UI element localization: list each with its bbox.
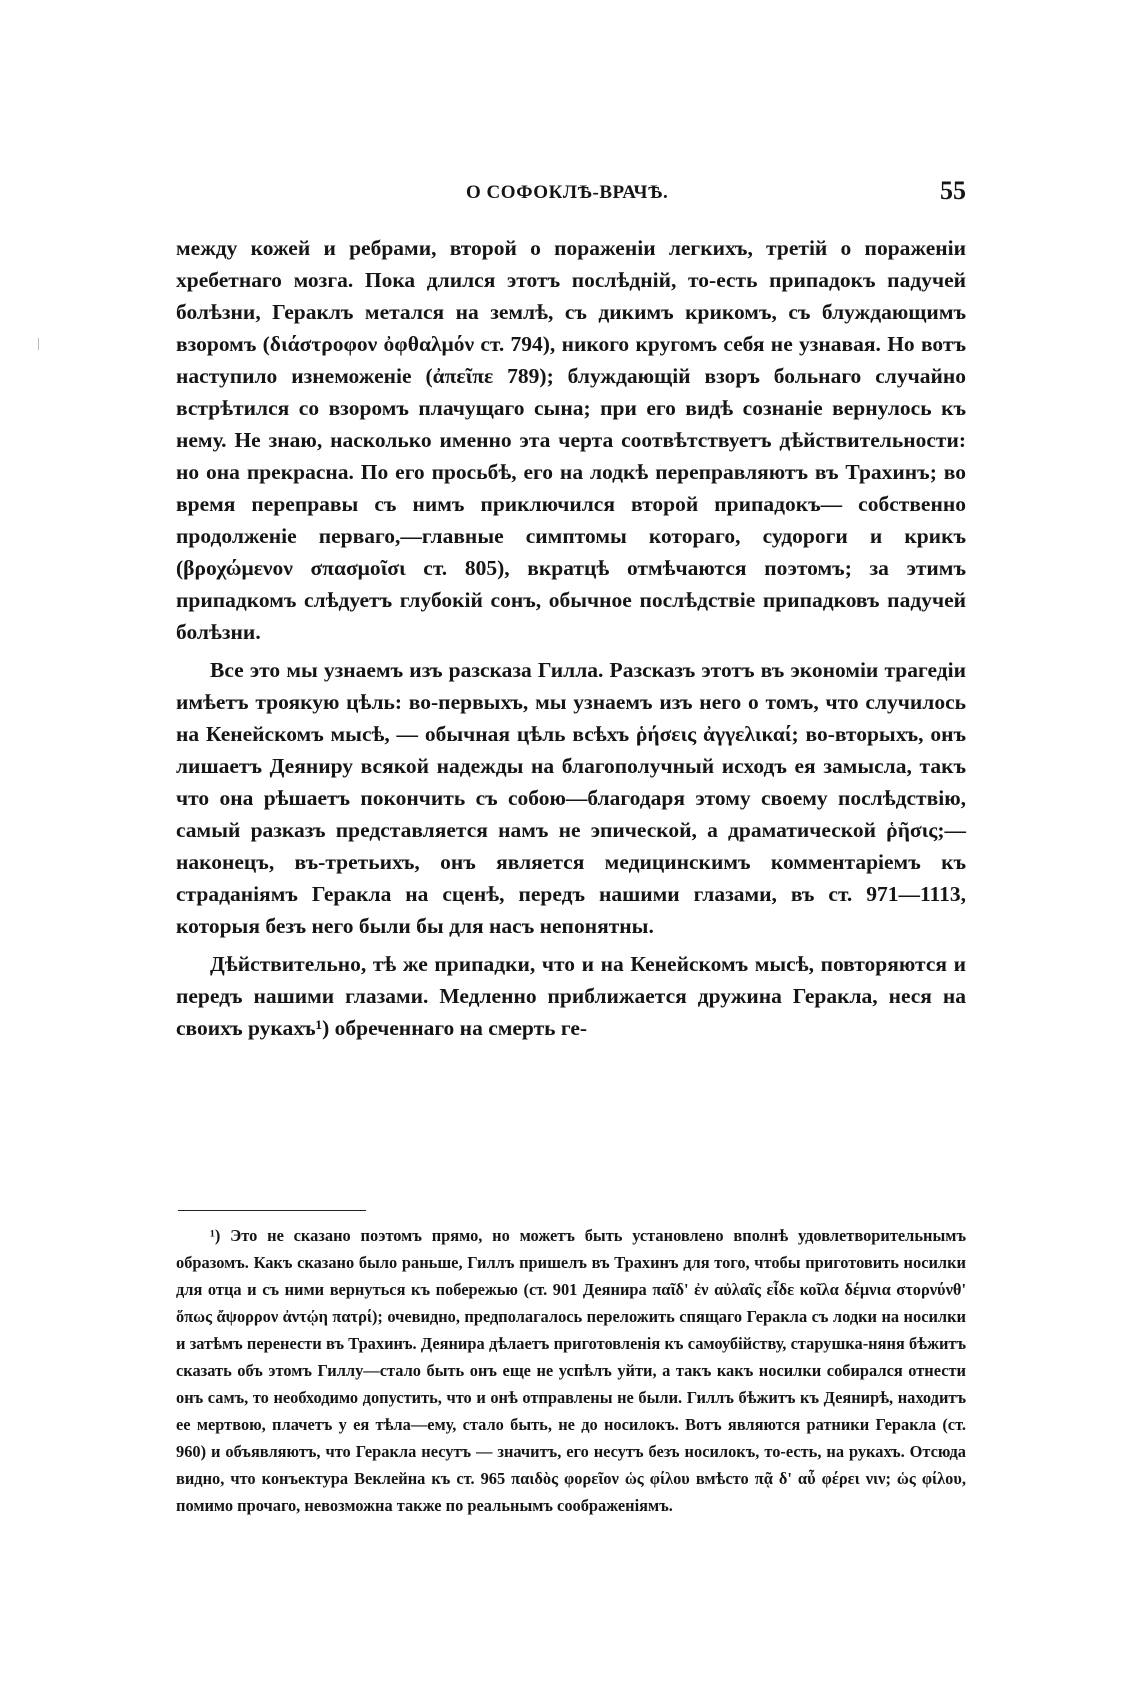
- running-header: [176, 176, 966, 212]
- scan-artifact-mark: [38, 338, 39, 350]
- paragraph-2: Все это мы узнаемъ изъ разсказа Гилла. Разсказъ этотъ въ экономіи трагедіи имѣетъ троякую цѣль: во-первыхъ, мы узнаемъ изъ него о томъ, что случилось на Кенейскомъ мысѣ, — обычная цѣль всѣхъ ῥήσεις ἀγγελικαί; во-вторыхъ, онъ лишаетъ Деяниру всякой надежды на благополучный исходъ ея замысла, такъ что она рѣшаетъ покончить съ собою—благодаря этому своему послѣдствію, самый разказъ представляется намъ не эпической, а драматической ῥῆσις;—наконецъ, въ-третьихъ, онъ является медицинскимъ комментаріемъ къ страданіямъ Геракла на сценѣ, передъ нашими глазами, въ ст. 971—1113, которыя безъ него были бы для насъ непонятны.: [176, 658, 966, 938]
- page-number: 55: [940, 176, 966, 205]
- main-text: [176, 232, 966, 1044]
- footnotes: [176, 1222, 966, 1519]
- paragraph-1: между кожей и ребрами, второй о пораженіи легкихъ, третій о пораженіи хребетнаго мозга. Пока длился этотъ послѣдній, то-есть припадокъ падучей болѣзни, Гераклъ метался на землѣ, съ дикимъ крикомъ, съ блуждающимъ взоромъ (διάστροφον ὀφθαλμόν ст. 794), никого кругомъ себя не узнавая. Но вотъ наступило изнеможеніе (ἀπεῖπε 789); блуждающій взоръ больнаго случайно встрѣтился со взоромъ плачущаго сына; при его видѣ сознаніе вернулось къ нему. Не знаю, насколько именно эта черта соотвѣтствуетъ дѣйствительности: но она прекрасна. По его просьбѣ, его на лодкѣ переправляютъ въ Трахинъ; во время переправы съ нимъ приключился второй припадокъ— собственно продолженіе перваго,—главные симптомы котораго, судороги и крикъ (βροχώμενον σπασμοῖσι ст. 805), вкратцѣ отмѣчаются поэтомъ; за этимъ припадкомъ слѣдуетъ глубокій сонъ, обычное послѣдствіе припадковъ падучей болѣзни.: [176, 236, 966, 644]
- running-head-title: О СОФОКЛѢ-ВРАЧѢ.: [466, 182, 669, 203]
- paragraph-3: Дѣйствительно, тѣ же припадки, что и на Кенейскомъ мысѣ, повторяются и передъ нашими глазами. Медленно приближается дружина Геракла, неся на своихъ рукахъ¹) обреченнаго на смерть ге-: [176, 952, 966, 1040]
- footnote-separator: [178, 1210, 366, 1211]
- footnote-1: ¹) Это не сказано поэтомъ прямо, но можетъ быть установлено вполнѣ удовлетворительнымъ образомъ. Какъ сказано было раньше, Гиллъ пришелъ въ Трахинъ для того, чтобы приготовить носилки для отца и съ ними вернуться къ побережью (ст. 901 Деянира παῖδ' ἐν αὐλαῖς εἶδε κοῖλα δέμνια στορνύνθ' ὅπως ἄψορρον ἀντῴη πατρί); очевидно, предполагалось переложить спящаго Геракла съ лодки на носилки и затѣмъ перенести въ Трахинъ. Деянира дѣлаетъ приготовленія къ самоубійству, старушка-няня бѣжитъ сказать объ этомъ Гиллу—стало быть онъ еще не успѣлъ уйти, а такъ какъ носилки собирался отнести онъ самъ, то необходимо допустить, что и онѣ отправлены не были. Гиллъ бѣжитъ къ Деянирѣ, находитъ ее мертвою, плачетъ у ея тѣла—ему, стало быть, не до носилокъ. Вотъ являются ратники Геракла (ст. 960) и объявляютъ, что Геракла несутъ — значитъ, его несутъ безъ носилокъ, то-есть, на рукахъ. Отсюда видно, что конъектура Веклейна къ ст. 965 παιδὸς φορεῖον ὡς φίλου вмѣсто πᾷ δ' αὖ φέρει νιν; ὡς φίλου, помимо прочаго, невозможна также по реальнымъ соображеніямъ.: [176, 1226, 966, 1515]
